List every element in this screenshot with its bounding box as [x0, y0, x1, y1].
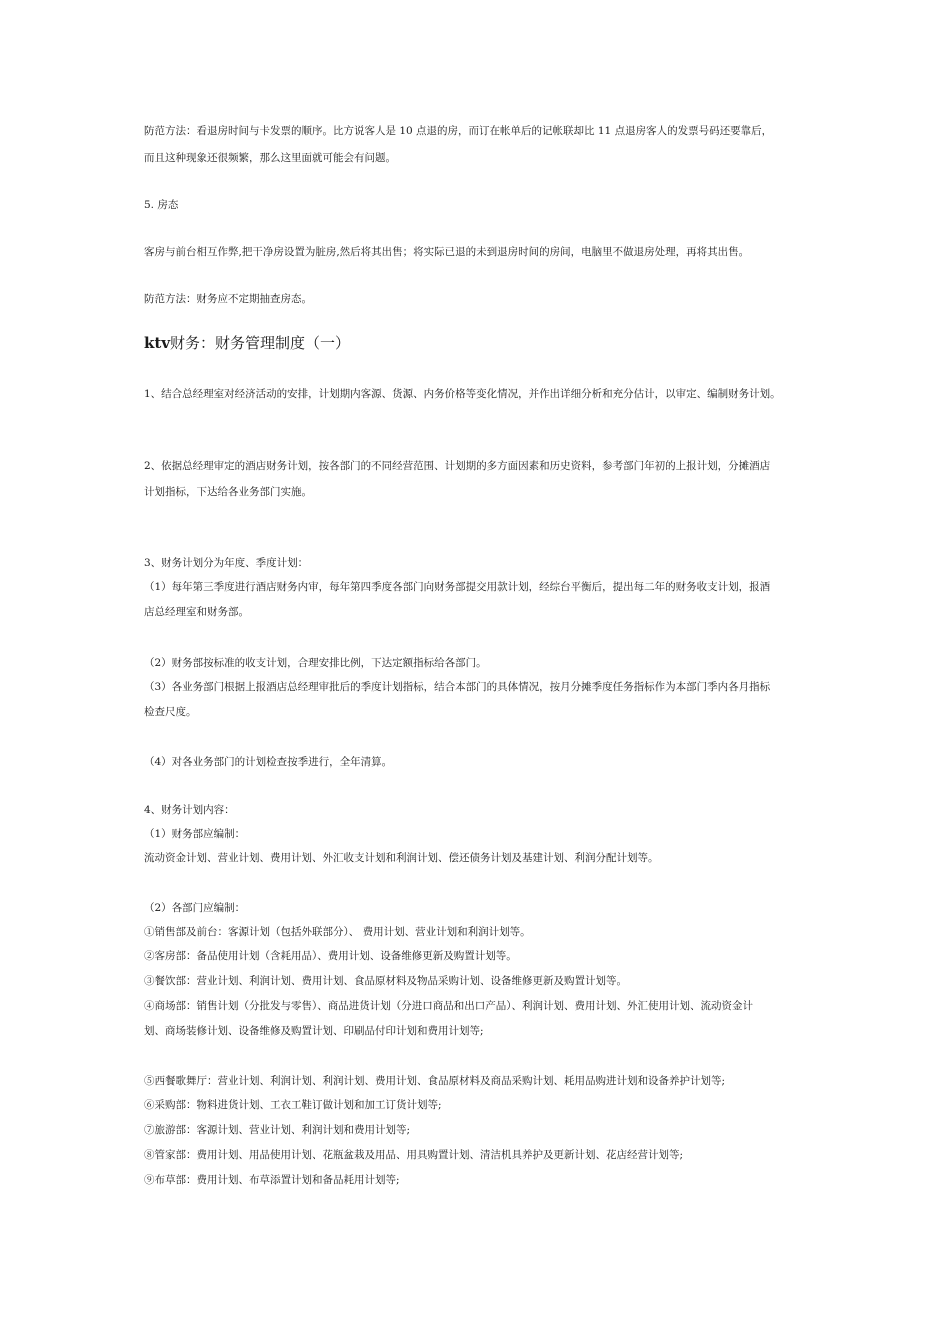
- section-heading-prefix: ktv: [144, 334, 171, 352]
- paragraph-3-title: 3、财务计划分为年度、季度计划：: [144, 557, 309, 569]
- paragraph-4-1-description: 流动资金计划、营业计划、费用计划、外汇收支计划和利润计划、偿还债务计划及基建计划、利润分配计划等。: [144, 852, 659, 864]
- paragraph-2-line-2: 计划指标，下达给各业务部门实施。: [144, 486, 312, 498]
- paragraph-3-1-line-1: （1）每年第三季度进行酒店财务内审，每年第四季度各部门向财务部提交用款计划，经综台平衡后，提出每二年的财务收支计划，报酒: [144, 581, 771, 593]
- paragraph-3-1-line-2: 店总经理室和财务部。: [144, 606, 249, 618]
- dept-item-8: ⑧管家部：费用计划、用品使用计划、花瓶盆栽及用品、用具购置计划、清洁机具养护及更新计划、花店经营计划等;: [144, 1149, 684, 1161]
- item-5-description: 客房与前台相互作弊,把干净房设置为脏房,然后将其出售；将实际已退的未到退房时间的房间，电脑里不做退房处理，再将其出售。: [144, 246, 750, 258]
- paragraph-3-3-line-2: 检查尺度。: [144, 706, 197, 718]
- dept-item-5: ⑤西餐歌舞厅：营业计划、利润计划、利润计划、费用计划、食品原材料及商品采购计划、耗用品购进计划和设备养护计划等;: [144, 1075, 726, 1087]
- dept-item-4-line-2: 划、商场装修计划、设备维修及购置计划、印刷品付印计划和费用计划等;: [144, 1025, 484, 1037]
- paragraph-4-2: （2）各部门应编制：: [144, 902, 246, 914]
- item-5-title: 5. 房态: [144, 199, 179, 211]
- dept-item-1: ①销售部及前台：客源计划（包括外联部分）、 费用计划、营业计划和利润计划等。: [144, 926, 531, 938]
- paragraph-1: 1、结合总经理室对经济活动的安排，计划期内客源、货源、内务价格等变化情况，并作出详细分析和充分估计，以审定、编制财务计划。: [144, 388, 781, 400]
- dept-item-9: ⑨布草部：费用计划、布草添置计划和备品耗用计划等;: [144, 1174, 400, 1186]
- dept-item-2: ②客房部：备品使用计划（含耗用品）、费用计划、设备维修更新及购置计划等。: [144, 950, 517, 962]
- dept-item-3: ③餐饮部：营业计划、利润计划、费用计划、食品原材料及物品采购计划、设备维修更新及购置计划等。: [144, 975, 627, 987]
- paragraph-4-1: （1）财务部应编制：: [144, 828, 246, 840]
- prevent-method-1-line-2: 而且这种现象还很频繁，那么这里面就可能会有问题。: [144, 152, 396, 164]
- dept-item-6: ⑥采购部：物料进货计划、工衣工鞋订做计划和加工订货计划等;: [144, 1099, 442, 1111]
- paragraph-3-4: （4）对各业务部门的计划检查按季进行，全年清算。: [144, 756, 393, 768]
- dept-item-4-line-1: ④商场部：销售计划（分批发与零售）、商品进货计划（分进口商品和出口产品）、利润计划、费用计划、外汇使用计划、流动资金计: [144, 1000, 753, 1012]
- section-heading: [144, 333, 350, 353]
- paragraph-3-2: （2）财务部按标准的收支计划，合理安排比例，下达定额指标给各部门。: [144, 657, 487, 669]
- paragraph-2-line-1: 2、依据总经理审定的酒店财务计划，按各部门的不同经营范围、计划期的多方面因素和历史资料，参考部门年初的上报计划，分摊酒店: [144, 460, 771, 472]
- section-heading-text: 财务：财务管理制度（一）: [170, 334, 351, 352]
- prevent-method-1-line-1: 防范方法：看退房时间与卡发票的顺序。比方说客人是 10 点退的房，而订在帐单后的记帐联却比 11 点退房客人的发票号码还要靠后，: [144, 125, 773, 137]
- paragraph-3-3-line-1: （3）各业务部门根据上报酒店总经理审批后的季度计划指标，结合本部门的具体情况，按月分摊季度任务指标作为本部门季内各月指标: [144, 681, 771, 693]
- dept-item-7: ⑦旅游部：客源计划、营业计划、利润计划和费用计划等;: [144, 1124, 411, 1136]
- prevent-method-2: 防范方法：财务应不定期抽查房态。: [144, 293, 312, 305]
- paragraph-4-title: 4、财务计划内容：: [144, 804, 235, 816]
